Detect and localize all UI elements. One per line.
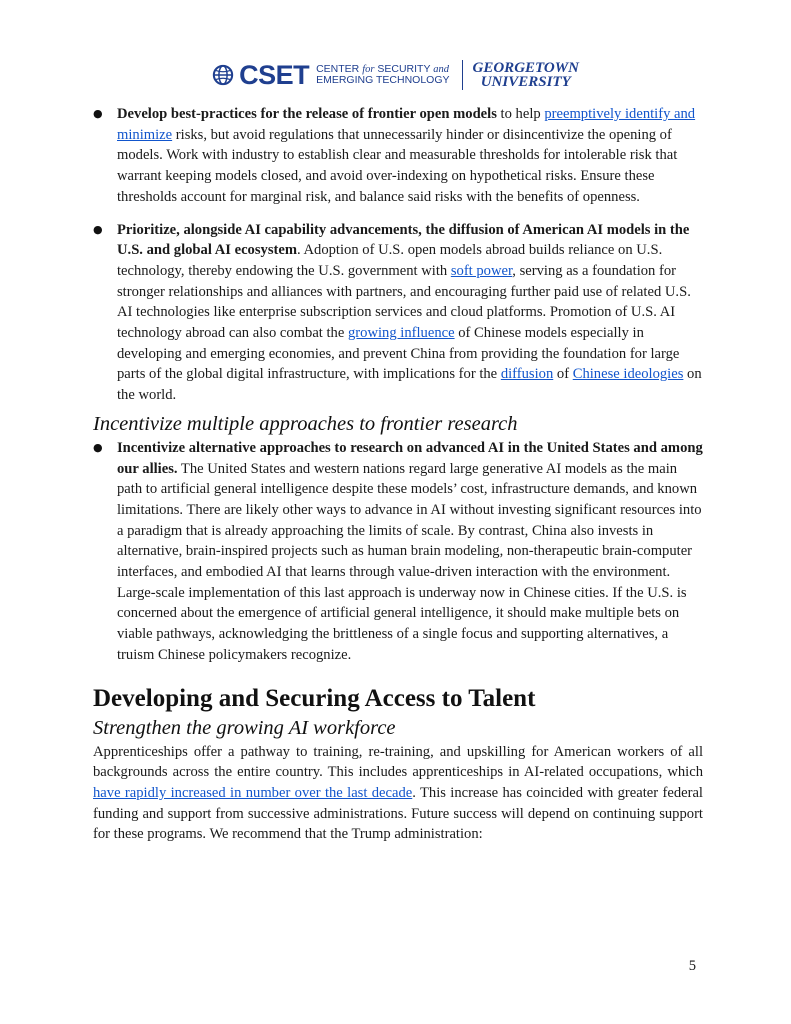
link-growing-influence[interactable]: growing influence bbox=[348, 325, 455, 342]
bullet-list-open-models bbox=[93, 104, 703, 406]
page-header bbox=[0, 58, 791, 92]
link-apprenticeships-increase[interactable]: have rapidly increased in number over the last decade bbox=[93, 784, 413, 801]
logo-divider bbox=[462, 60, 463, 90]
section-heading-talent: Developing and Securing Access to Talent bbox=[93, 684, 536, 712]
list-item: ● Develop best-practices for the release of frontier open models to help preemptively identify and minimize risks, but avoid regulations that unnecessarily hinder or disincentivize the opening of models. Work with industry to establish clear and measurable thresholds for intolerable risk that warrant keeping models closed, and avoid over-indexing on hypothetical risks. Ensure these thresholds account for marginal risk, and balance said risks with the benefits of openness. bbox=[93, 104, 703, 208]
document-body bbox=[93, 104, 703, 845]
globe-icon bbox=[212, 64, 234, 86]
list-item: ● Prioritize, alongside AI capability advancements, the diffusion of American AI models in the U.S. and global AI ecosystem. Adoption of U.S. open models abroad builds reliance on U.S. technology, thereby endowing the U.S. government with soft power, serving as a foundation for stronger relationships and alliances with partners, and encouraging further paid use of related U.S. AI technologies like enterprise subscription services and cloud platforms. Promotion of U.S. AI technology abroad can also combat the growing influence of Chinese models especially in developing and emerging economies, and prevent China from providing the foundation for large parts of the global digital infrastructure, with implications for the diffusion of Chinese ideologies on the world. bbox=[93, 220, 703, 406]
cset-wordmark: CSET bbox=[239, 59, 310, 90]
page-number: 5 bbox=[688, 958, 696, 974]
list-item: ● Incentivize alternative approaches to research on advanced AI in the United States and among our allies. The United States and western nations regard large generative AI models as the main path to artificial general intelligence despite these models’ cost, infrastructure demands, and known limitations. There are likely other ways to advance in AI without investing significant resources into a paradigm that is already approaching the limits of scale. By contrast, China also invests in alternative, brain-inspired projects such as human brain modeling, non-therapeutic brain-computer interfaces, and embodied AI that learns through value-driven interaction with the environment. Large-scale implementation of this last approach is underway now in Chinese cities. If the U.S. is concerned about the emergence of artificial general intelligence, it should make multiple bets on viable pathways, acknowledging the brittleness of a single focus and supporting alternatives, a truism Chinese policymakers recognize. bbox=[93, 438, 703, 666]
subheading-ai-workforce: Strengthen the growing AI workforce bbox=[93, 716, 396, 739]
georgetown-logo: GEORGETOWN UNIVERSITY bbox=[472, 60, 579, 90]
link-chinese-ideologies[interactable]: Chinese ideologies bbox=[572, 366, 684, 383]
link-soft-power[interactable]: soft power bbox=[450, 262, 513, 279]
subheading-frontier-research: Incentivize multiple approaches to frontier research bbox=[93, 412, 518, 435]
link-preemptively-identify[interactable]: preemptively identify and minimize bbox=[117, 106, 696, 143]
bullet-list-research bbox=[93, 438, 703, 666]
paragraph-apprenticeships: Apprenticeships offer a pathway to training, re-training, and upskilling for American workers of all backgrounds across the entire country. This includes apprenticeships in AI-related occupations, which have rapidly increased in number over the last decade. This increase has coincided with greater federal funding and support from successive administrations. Future success will depend on continuing support for these programs. We recommend that the Trump administration: bbox=[93, 743, 703, 843]
link-diffusion[interactable]: diffusion bbox=[500, 366, 554, 383]
cset-logo bbox=[212, 59, 450, 90]
cset-subtitle: CENTER for SECURITY and EMERGING TECHNOLOGY bbox=[316, 63, 450, 86]
